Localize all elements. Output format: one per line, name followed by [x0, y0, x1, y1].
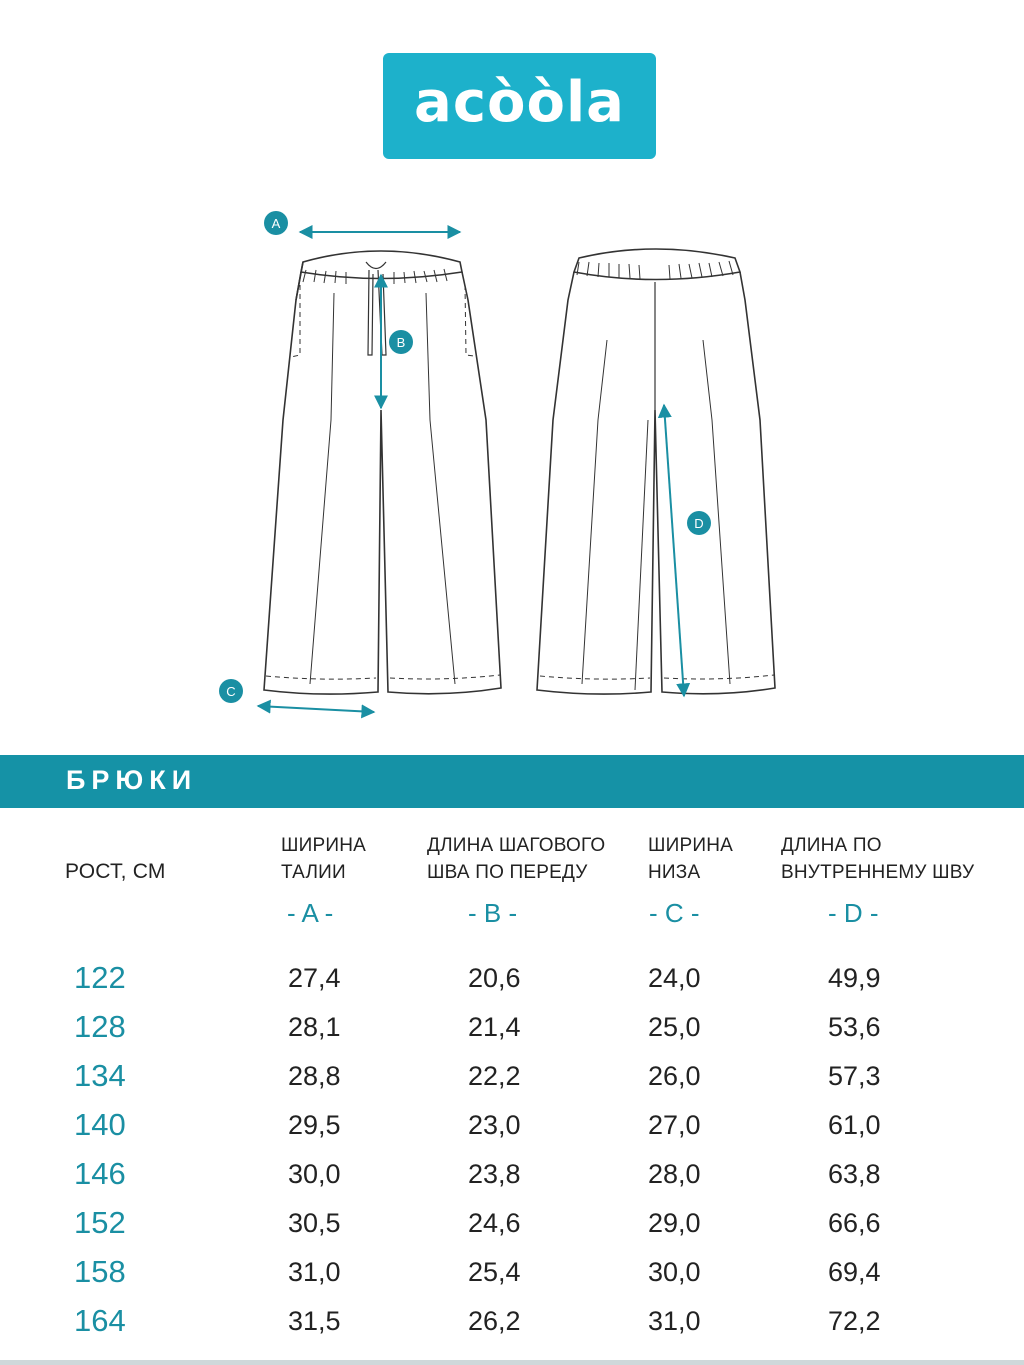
- label-marker-b: [389, 330, 413, 354]
- waist-width-value: 30,0: [288, 1159, 341, 1189]
- front-rise-value: 23,0: [468, 1110, 521, 1140]
- table-row: [0, 1203, 1024, 1243]
- height-value: 140: [74, 1107, 126, 1142]
- hem-width-value: 25,0: [648, 1012, 701, 1042]
- inseam-value: 53,6: [828, 1012, 881, 1042]
- hem-width-value: 31,0: [648, 1306, 701, 1336]
- front-rise-value: 21,4: [468, 1012, 521, 1042]
- svg-text:A: A: [271, 216, 281, 231]
- height-value: 128: [74, 1009, 126, 1044]
- column-letter-c: - C -: [649, 898, 700, 928]
- pants-back-view: [537, 249, 775, 694]
- inseam-value: 57,3: [828, 1061, 881, 1091]
- measurement-arrows: [258, 232, 684, 712]
- pants-technical-drawing: [0, 200, 1024, 730]
- pants-front-view: [264, 251, 501, 694]
- column-header-b: ДЛИНА ШАГОВОГО ШВА ПО ПЕРЕДУ: [427, 835, 606, 883]
- height-value: 134: [74, 1058, 126, 1093]
- front-rise-value: 20,6: [468, 963, 521, 993]
- waist-width-value: 29,5: [288, 1110, 341, 1140]
- inseam-value: 69,4: [828, 1257, 881, 1287]
- inseam-value: 72,2: [828, 1306, 881, 1336]
- section-title: БРЮКИ: [66, 765, 198, 795]
- hem-width-value: 30,0: [648, 1257, 701, 1287]
- column-letter-b: - B -: [468, 898, 518, 928]
- height-value: 152: [74, 1205, 126, 1240]
- front-rise-value: 26,2: [468, 1306, 521, 1336]
- label-marker-d: [687, 511, 711, 535]
- hem-width-value: 26,0: [648, 1061, 701, 1091]
- table-row: [0, 1105, 1024, 1145]
- waist-width-value: 31,5: [288, 1306, 341, 1336]
- bottom-divider: [0, 1360, 1024, 1365]
- hem-width-value: 24,0: [648, 963, 701, 993]
- hem-width-value: 28,0: [648, 1159, 701, 1189]
- column-header-a: ШИРИНА ТАЛИИ: [281, 835, 366, 883]
- brand-logo: [383, 53, 656, 159]
- table-row: [0, 958, 1024, 998]
- inseam-value: 63,8: [828, 1159, 881, 1189]
- height-column-header: РОСТ, СМ: [65, 860, 166, 883]
- label-marker-c: [219, 679, 243, 703]
- table-row: [0, 1301, 1024, 1341]
- column-header-d: ДЛИНА ПО ВНУТРЕННЕМУ ШВУ: [781, 835, 975, 883]
- front-rise-value: 23,8: [468, 1159, 521, 1189]
- svg-text:B: B: [396, 335, 406, 350]
- waist-width-value: 28,8: [288, 1061, 341, 1091]
- section-title-bar: [0, 755, 1024, 808]
- inseam-value: 66,6: [828, 1208, 881, 1238]
- table-row: [0, 1154, 1024, 1194]
- svg-text:C: C: [226, 684, 236, 699]
- arrow-c: [258, 706, 374, 712]
- height-value: 146: [74, 1156, 126, 1191]
- waist-width-value: 30,5: [288, 1208, 341, 1238]
- front-rise-value: 24,6: [468, 1208, 521, 1238]
- waist-width-value: 28,1: [288, 1012, 341, 1042]
- table-row: [0, 1252, 1024, 1292]
- front-rise-value: 25,4: [468, 1257, 521, 1287]
- height-value: 122: [74, 960, 126, 995]
- height-value: 158: [74, 1254, 126, 1289]
- waist-width-value: 31,0: [288, 1257, 341, 1287]
- column-header-c: ШИРИНА НИЗА: [648, 835, 733, 883]
- inseam-value: 61,0: [828, 1110, 881, 1140]
- height-value: 164: [74, 1303, 126, 1338]
- table-row: [0, 1056, 1024, 1096]
- waist-width-value: 27,4: [288, 963, 341, 993]
- inseam-value: 49,9: [828, 963, 881, 993]
- label-marker-a: [264, 211, 288, 235]
- table-row: [0, 1007, 1024, 1047]
- column-letter-d: - D -: [828, 898, 879, 928]
- svg-text:D: D: [694, 516, 704, 531]
- column-letter-a: - A -: [287, 898, 334, 928]
- front-rise-value: 22,2: [468, 1061, 521, 1091]
- brand-logo-text: acòòla: [414, 70, 625, 135]
- hem-width-value: 29,0: [648, 1208, 701, 1238]
- hem-width-value: 27,0: [648, 1110, 701, 1140]
- arrow-d: [664, 405, 684, 696]
